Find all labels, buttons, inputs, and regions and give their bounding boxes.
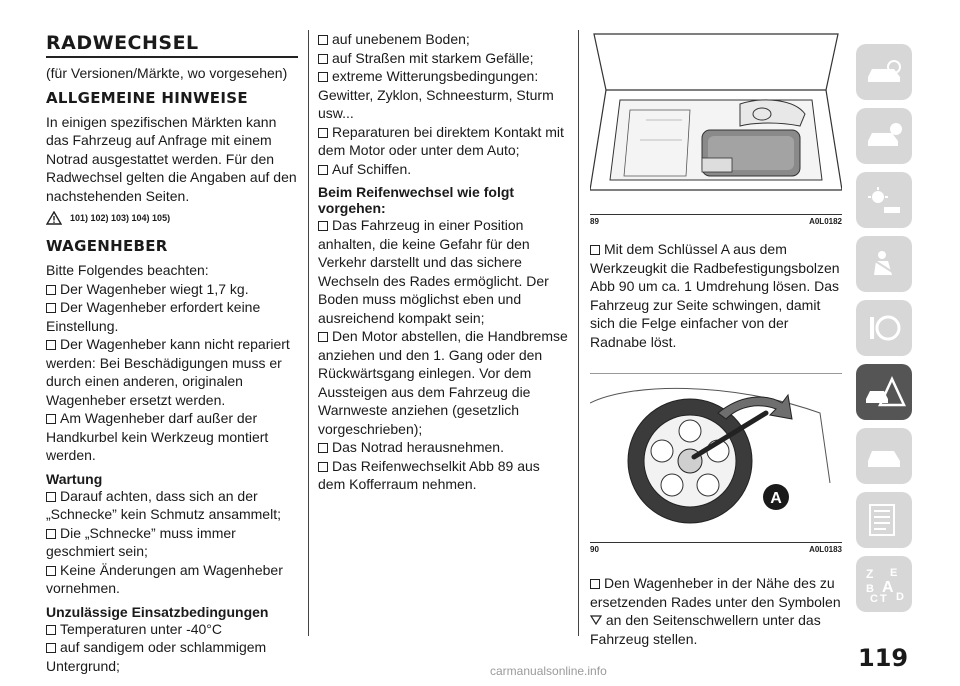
index-letters-icon bbox=[862, 564, 906, 604]
chapter-tab[interactable] bbox=[856, 428, 912, 484]
warning-refs-text: 101) 102) 103) 104) 105) bbox=[70, 213, 171, 223]
chapter-tab[interactable] bbox=[856, 108, 912, 164]
heading-general: ALLGEMEINE HINWEISE bbox=[46, 88, 248, 107]
column-divider bbox=[578, 30, 579, 636]
checkbox-bullet-icon bbox=[318, 165, 328, 175]
chapter-tab[interactable] bbox=[856, 172, 912, 228]
list-item: Reparaturen bei direktem Kontakt mit dem Motor oder unter dem Auto; bbox=[318, 123, 564, 158]
car-info-icon bbox=[864, 121, 904, 151]
heading-maintenance: Wartung bbox=[46, 470, 103, 487]
checkbox-bullet-icon bbox=[46, 285, 56, 295]
list-item: Den Wagenheber in der Nähe des zu ersetzenden Rades unter den Symbolen an den Seitenschwellern unter das Fahrzeug stellen. bbox=[590, 575, 841, 647]
index-letter: A bbox=[882, 579, 894, 596]
callout-label-a: A bbox=[770, 490, 782, 507]
specifications-icon bbox=[864, 503, 904, 537]
list-item: extreme Witterungsbedingungen: Gewitter, Zyklon, Schneesturm, Sturm usw... bbox=[318, 68, 554, 121]
heading-unsafe-conditions: Unzulässige Einsatzbedingungen bbox=[46, 603, 269, 620]
checkbox-bullet-icon bbox=[46, 492, 56, 502]
trunk-illustration bbox=[590, 30, 842, 205]
title-rule bbox=[46, 56, 298, 58]
checkbox-bullet-icon bbox=[46, 529, 56, 539]
watermark-text: carmanualsonline.info bbox=[490, 664, 607, 678]
list-item: Keine Änderungen am Wagenheber vornehmen. bbox=[46, 561, 283, 596]
jack-point-symbol-icon bbox=[590, 615, 602, 625]
checkbox-bullet-icon bbox=[318, 332, 328, 342]
dashboard-lights-icon bbox=[864, 185, 904, 215]
index-letter: E bbox=[890, 567, 898, 579]
checkbox-bullet-icon bbox=[46, 414, 56, 424]
index-letter: D bbox=[896, 591, 904, 603]
chapter-tab[interactable] bbox=[856, 44, 912, 100]
airbag-safety-icon bbox=[864, 249, 904, 279]
list-item: auf sandigem oder schlammigem Untergrund; bbox=[46, 639, 267, 674]
list-item: Der Wagenheber kann nicht repariert werden: Bei Beschädigungen muss er durch einen anderen, originalen Wagenheber ersetzt werden. bbox=[46, 336, 290, 408]
checkbox-bullet-icon bbox=[318, 35, 328, 45]
checkbox-bullet-icon bbox=[318, 54, 328, 64]
steering-wheel-icon bbox=[864, 313, 904, 343]
checkbox-bullet-icon bbox=[46, 643, 56, 653]
list-item: Am Wagenheber darf außer der Handkurbel kein Werkzeug montiert werden. bbox=[46, 410, 269, 463]
car-overview-icon bbox=[864, 57, 904, 87]
heading-procedure: Beim Reifenwechsel wie folgt vorgehen: bbox=[318, 184, 515, 216]
list-item: Das Fahrzeug in einer Position anhalten, die keine Gefahr für den Verkehr darstellt und das sichere Wechseln des Rades ermöglicht. Der Boden muss möglichst eben und ausreichend kompakt sein; bbox=[318, 217, 549, 326]
list-item: Darauf achten, dass sich an der „Schnecke” kein Schmutz ansammelt; bbox=[46, 487, 281, 522]
checkbox-bullet-icon bbox=[46, 303, 56, 313]
section-title: RADWECHSEL bbox=[46, 32, 199, 54]
checkbox-bullet-icon bbox=[318, 128, 328, 138]
list-item: Das Reifenwechselkit Abb 89 aus dem Kofferraum nehmen. bbox=[318, 457, 540, 492]
checkbox-bullet-icon bbox=[46, 340, 56, 350]
list-item: Mit dem Schlüssel A aus dem Werkzeugkit die Radbefestigungsbolzen Abb 90 um ca. 1 Umdrehung lösen. Das Fahrzeug zur Seite schwingen, damit sich die Felge einfacher von der Radnabe löst. bbox=[590, 241, 840, 350]
chapter-tab[interactable] bbox=[856, 236, 912, 292]
checkbox-bullet-icon bbox=[46, 625, 56, 635]
figure-caption bbox=[590, 542, 842, 554]
wheel-illustration bbox=[590, 373, 842, 533]
checkbox-bullet-icon bbox=[46, 566, 56, 576]
heading-jack: WAGENHEBER bbox=[46, 237, 168, 255]
column-1 bbox=[46, 30, 298, 675]
index-letter: T bbox=[880, 593, 887, 604]
page-number: 119 bbox=[858, 644, 909, 672]
figure-caption bbox=[590, 214, 842, 226]
figure-number: 89 bbox=[590, 217, 599, 226]
list-item: Den Motor abstellen, die Handbremse anziehen und den 1. Gang oder den Rückwärtsgang einlegen. Vor dem Aussteigen aus dem Fahrzeug die Warnweste anziehen (gesetzlich vorgeschrieben); bbox=[318, 328, 568, 437]
list-item: Auf Schiffen. bbox=[318, 160, 570, 179]
figure-code: A0L0183 bbox=[809, 545, 842, 554]
chapter-tab[interactable] bbox=[856, 556, 912, 612]
checkbox-bullet-icon bbox=[318, 443, 328, 453]
general-text: In einigen spezifischen Märkten kann das Fahrzeug auf Anfrage mit einem Notrad ausgestattet werden. Für den Radwechsel gelten die Angaben auf den nachstehenden Seiten. bbox=[46, 113, 297, 204]
index-letter: Z bbox=[866, 567, 874, 581]
chapter-tab[interactable] bbox=[856, 300, 912, 356]
chapter-sidebar bbox=[856, 44, 912, 620]
checkbox-bullet-icon bbox=[590, 245, 600, 255]
figure-90 bbox=[590, 373, 842, 554]
column-divider bbox=[308, 30, 309, 636]
figure-89 bbox=[590, 30, 842, 226]
jack-intro: Bitte Folgendes beachten: bbox=[46, 262, 209, 278]
emergency-triangle-icon bbox=[862, 375, 906, 409]
list-item: Der Wagenheber erfordert keine Einstellung. bbox=[46, 299, 261, 334]
index-letter: B bbox=[866, 583, 874, 595]
list-item: Das Notrad herausnehmen. bbox=[318, 438, 570, 457]
figure-number: 90 bbox=[590, 545, 599, 554]
checkbox-bullet-icon bbox=[318, 72, 328, 82]
list-item: Die „Schnecke” muss immer geschmiert sein; bbox=[46, 524, 236, 559]
column-3 bbox=[590, 30, 842, 648]
chapter-tab-active[interactable] bbox=[856, 364, 912, 420]
warning-refs bbox=[46, 211, 298, 225]
index-letter: C bbox=[870, 593, 878, 604]
column-2 bbox=[318, 30, 570, 494]
car-service-icon bbox=[864, 441, 904, 471]
figure-code: A0L0182 bbox=[809, 217, 842, 226]
checkbox-bullet-icon bbox=[318, 221, 328, 231]
list-item: Der Wagenheber wiegt 1,7 kg. bbox=[46, 280, 298, 299]
chapter-tab[interactable] bbox=[856, 492, 912, 548]
checkbox-bullet-icon bbox=[590, 579, 600, 589]
section-subtitle: (für Versionen/Märkte, wo vorgesehen) bbox=[46, 65, 288, 81]
list-item: Temperaturen unter -40°C bbox=[46, 620, 298, 639]
list-item: auf unebenem Boden; bbox=[318, 30, 570, 49]
checkbox-bullet-icon bbox=[318, 462, 328, 472]
list-item: auf Straßen mit starkem Gefälle; bbox=[318, 49, 570, 68]
warning-icon bbox=[46, 211, 62, 225]
